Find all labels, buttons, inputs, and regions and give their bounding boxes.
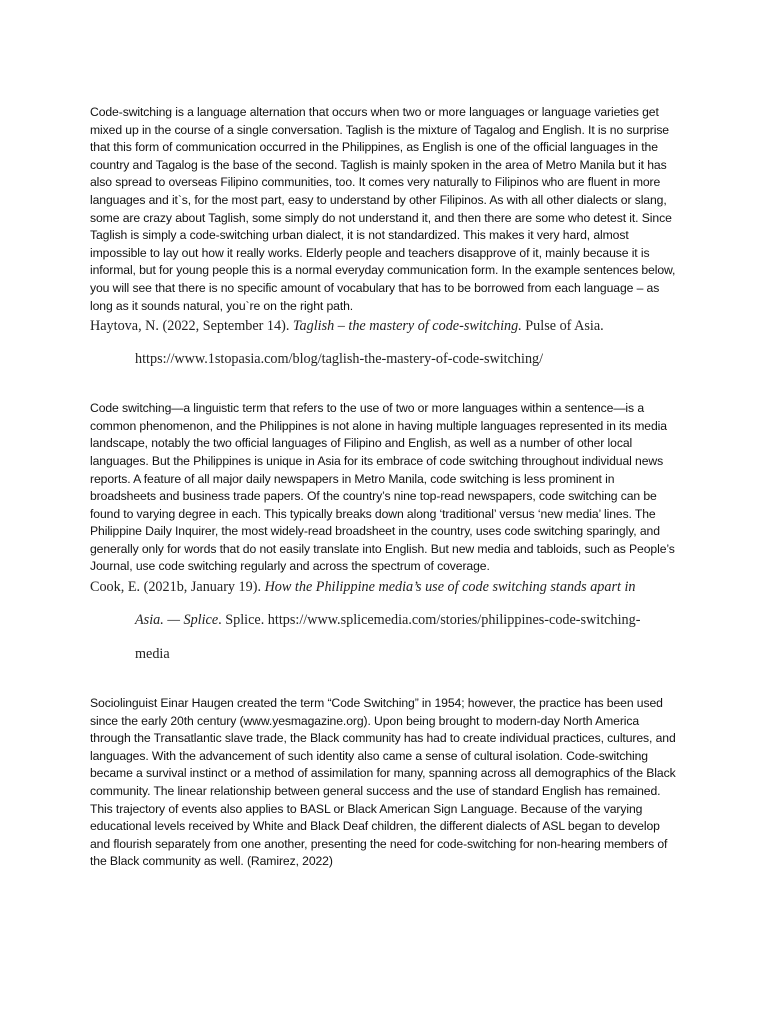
reference-cook xyxy=(90,578,676,596)
reference-authors-date: Haytova, N. (2022, September 14). xyxy=(90,318,293,335)
reference-cook-continued xyxy=(90,611,676,629)
paragraph-taglish: Code-switching is a language alternation that occurs when two or more languages or language varieties get mixed up in the course of a single conversation. Taglish is the mixture of Tagalog and English. It is no surprise that this form of communication occurred in the Philippines, as English is one of the official languages in the country and Tagalog is the base of the second. Taglish is mainly spoken in the area of Metro Manila but it has also spread to overseas Filipino communities, too. It comes very naturally to Filipinos who are fluent in more languages and it`s, for the most part, easy to understand by other Filipinos. As with all other dialects or slang, some are crazy about Taglish, some simply do not understand it, and then there are some who detest it. Since Taglish is simply a code-switching urban dialect, it is not standardized. This makes it very hard, almost impossible to lay out how it really works. Elderly people and teachers disapprove of it, mainly because it is informal, but for young people this is a normal everyday communication form. In the example sentences below, you will see that there is no specific amount of vocabulary that has to be borrowed from each language – as long as it sounds natural, you`re on the right path. xyxy=(90,105,676,313)
document-page xyxy=(90,104,676,871)
reference-publisher: Pulse of Asia. xyxy=(521,318,604,335)
reference-title-continued: Asia. — Splice xyxy=(135,612,219,629)
reference-haytova-url[interactable]: https://www.1stopasia.com/blog/taglish-the-mastery-of-code-switching/ xyxy=(135,351,544,368)
reference-authors-date: Cook, E. (2021b, January 19). xyxy=(90,579,265,596)
paragraph-haugen: Sociolinguist Einar Haugen created the term “Code Switching” in 1954; however, the practice has been used since the early 20th century (www.yesmagazine.org). Upon being brought to modern-day North America through the Transatlantic slave trade, the Black community has had to create individual practices, cultures, and languages. With the advancement of such identity also came a sense of cultural isolation. Code-switching became a survival instinct or a method of assimilation for many, spanning across all demographics of the Black community. The linear relationship between general success and the use of standard English has remained. This trajectory of events also applies to BASL or Black American Sign Language. Because of the varying educational levels received by White and Black Deaf children, the different dialects of ASL began to develop and flourish separately from one another, presenting the need for code-switching for non-hearing members of the Black community as well. (Ramirez, 2022) xyxy=(90,696,676,869)
reference-haytova xyxy=(90,317,676,335)
reference-cook-url-tail[interactable]: media xyxy=(135,646,170,663)
reference-title: Taglish – the mastery of code-switching. xyxy=(292,318,522,335)
reference-source-url[interactable]: . Splice. https://www.splicemedia.com/stories/philippines-code-switching- xyxy=(218,612,641,629)
paragraph-philippine-media: Code switching—a linguistic term that refers to the use of two or more languages within a sentence—is a common phenomenon, and the Philippines is not alone in having multiple languages represented in its media landscape, notably the two official languages of Filipino and English, as well as a number of other local languages. But the Philippines is unique in Asia for its embrace of code switching throughout individual news reports. A feature of all major daily newspapers in Metro Manila, code switching is less prominent in broadsheets and business trade papers. Of the country’s nine top-read newspapers, code switching can be found to varying degree in each. This typically breaks down along ‘traditional’ versus ‘new media’ lines. The Philippine Daily Inquirer, the most widely-read broadsheet in the country, uses code switching sparingly, and generally only for words that do not easily translate into English. But new media and tabloids, such as People’s Journal, use code switching regularly and across the spectrum of coverage. xyxy=(90,401,675,574)
reference-title: How the Philippine media’s use of code switching stands apart in xyxy=(264,579,636,596)
